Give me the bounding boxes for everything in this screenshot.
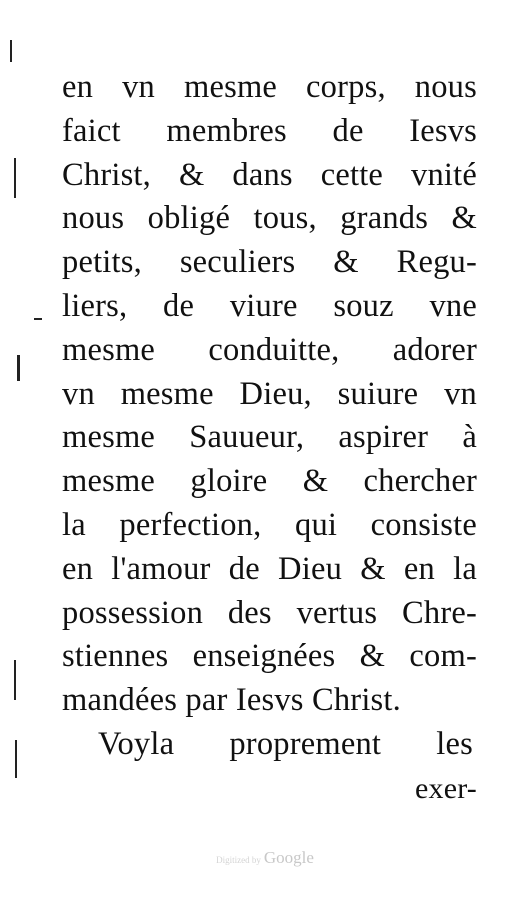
text-line: en vn mesme corps, nous xyxy=(62,69,477,105)
page-text xyxy=(62,66,502,811)
text-line: mandées par Iesvs Christ. xyxy=(62,682,401,719)
margin-mark-middle xyxy=(17,355,20,381)
margin-mark-upper xyxy=(14,158,16,198)
text-line: stiennes enseignées & com- xyxy=(62,638,477,675)
watermark-prefix: Digitized by xyxy=(216,855,261,865)
margin-mark-top xyxy=(10,40,12,62)
digitized-watermark xyxy=(0,848,530,868)
text-line: petits, seculiers & Regu- xyxy=(62,244,477,281)
text-line: faict membres de Iesvs xyxy=(62,112,477,149)
text-line: nous obligé tous, grands & xyxy=(62,200,477,237)
margin-mark-lower xyxy=(14,660,16,700)
text-line: vn mesme Dieu, suiure vn xyxy=(62,375,477,412)
text-line: mesme Sauueur, aspirer à xyxy=(62,419,477,456)
text-line: Christ, & dans cette vnité xyxy=(62,156,477,193)
text-line: la perfection, qui consiste xyxy=(62,506,477,543)
margin-mark-bottom xyxy=(15,740,17,778)
text-line: en l'amour de Dieu & en la xyxy=(62,550,477,587)
text-line: mesme gloire & chercher xyxy=(62,463,477,500)
catchword: exer- xyxy=(414,771,477,805)
text-line: liers, de viure souz vne xyxy=(62,287,477,324)
watermark-brand: Google xyxy=(263,848,314,867)
paragraph-start-line: Voyla proprement les xyxy=(98,725,473,762)
text-line: possession des vertus Chre- xyxy=(62,594,477,631)
margin-mark-dash xyxy=(34,318,42,320)
text-line: mesme conduitte, adorer xyxy=(62,331,477,368)
